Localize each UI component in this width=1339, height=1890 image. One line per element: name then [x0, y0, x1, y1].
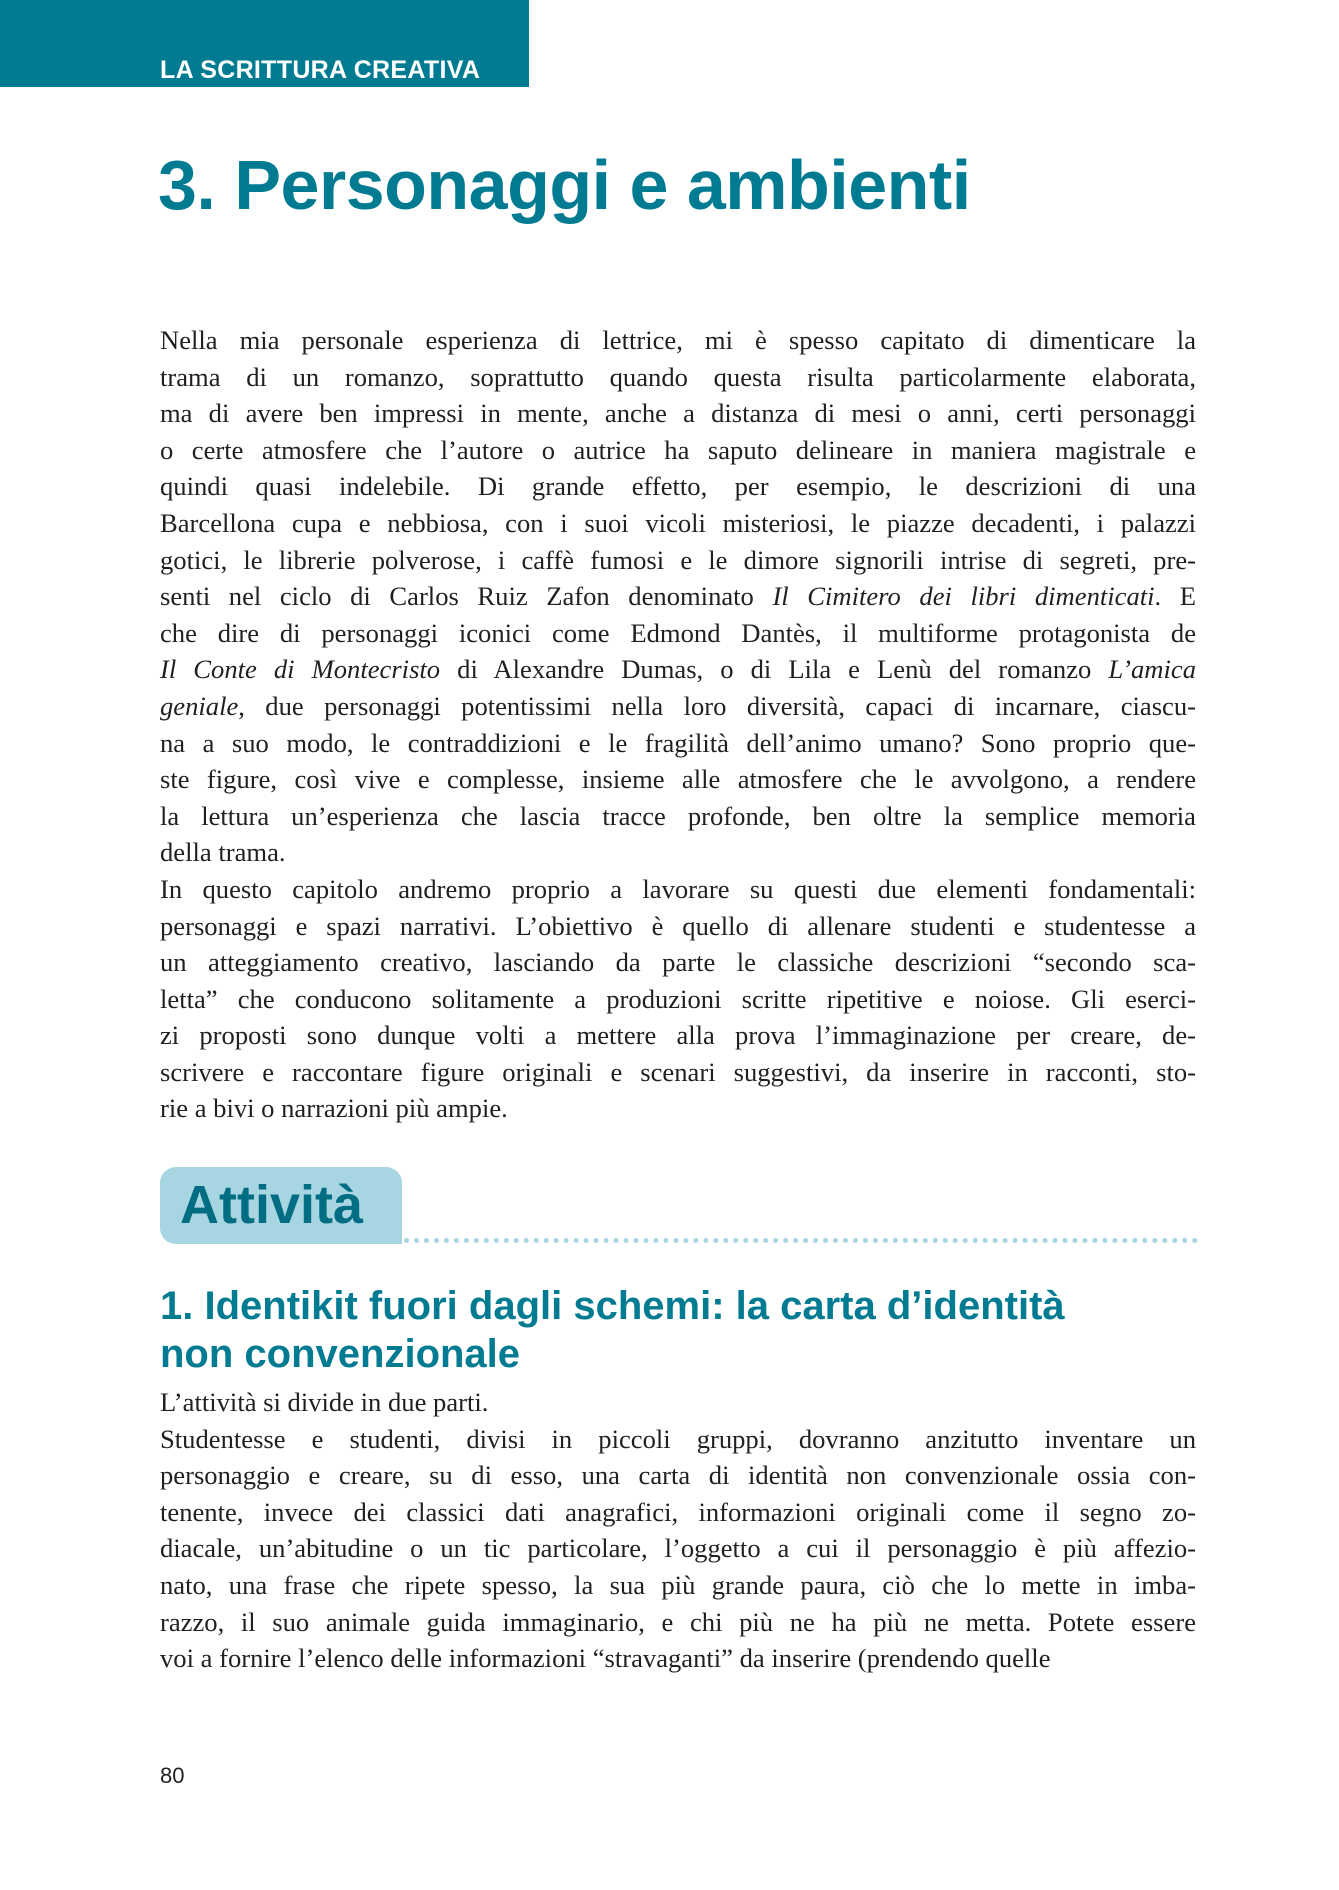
text-line: Nella mia personale esperienza di lettrice, mi è spesso capitato di dimenticare la — [160, 325, 1196, 355]
text-line: personaggio e creare, su di esso, una carta di identità non convenzionale ossia con- — [160, 1460, 1196, 1491]
running-header: LA SCRITTURA CREATIVA — [160, 56, 481, 84]
text-line: zi proposti sono dunque volti a mettere alla prova l’immaginazione per creare, de- — [160, 1020, 1196, 1051]
section-label: Attività — [180, 1175, 364, 1235]
text-line: letta” che conducono solitamente a produzioni scritte ripetitive e noiose. Gli eserci- — [160, 983, 1196, 1014]
text-line: ma di avere ben impressi in mente, anche a distanza di mesi o anni, certi personaggi — [160, 398, 1196, 429]
page-number: 80 — [160, 1763, 185, 1788]
text-line: la lettura un’esperienza che lascia tracce profonde, ben oltre la semplice memoria — [160, 800, 1196, 831]
text-line: trama di un romanzo, soprattutto quando questa risulta particolarmente elaborata, — [160, 361, 1196, 392]
text-line: Studentesse e studenti, divisi in piccoli gruppi, dovranno anzitutto inventare un — [160, 1423, 1196, 1454]
text-line: 1. Identikit fuori dagli schemi: la carta d’identità — [160, 1284, 1065, 1328]
text-line: quindi quasi indelebile. Di grande effetto, per esempio, le descrizioni di una — [160, 471, 1196, 502]
italic-title: L’amica — [1108, 654, 1196, 685]
text-line: voi a fornire l’elenco delle informazioni “stravaganti” da inserire (prendendo quelle — [160, 1643, 1051, 1674]
text-segment: di Alexandre Dumas, o di Lila e Lenù del romanzo — [440, 654, 1109, 685]
section-dotted-rule — [404, 1238, 1198, 1243]
text-line: scrivere e raccontare figure originali e scenari suggestivi, da inserire in racconti, sto- — [160, 1056, 1196, 1087]
activity-title — [160, 1282, 1200, 1378]
text-line: che dire di personaggi iconici come Edmond Dantès, il multiforme protagonista de — [160, 617, 1196, 648]
intro-paragraph-1 — [160, 322, 1196, 871]
text-line: razzo, il suo animale guida immaginario, e chi più ne ha più ne metta. Potete essere — [160, 1606, 1196, 1637]
italic-title: geniale — [160, 690, 239, 721]
text-line: personaggi e spazi narrativi. L’obiettivo è quello di allenare studenti e studentesse a — [160, 910, 1196, 941]
text-line: ste figure, così vive e complesse, insieme alle atmosfere che le avvolgono, a rendere — [160, 764, 1196, 795]
text-line: della trama. — [160, 837, 286, 868]
text-line: o certe atmosfere che l’autore o autrice ha saputo delineare in maniera magistrale e — [160, 434, 1196, 465]
text-line: tenente, invece dei classici dati anagrafici, informazioni originali come il segno zo- — [160, 1496, 1196, 1527]
text-line — [160, 578, 1196, 615]
text-segment: . E — [1154, 581, 1197, 612]
text-line: nato, una frase che ripete spesso, la sua più grande paura, ciò che lo mette in imba- — [160, 1569, 1196, 1600]
italic-title: Il Conte di Montecristo — [160, 654, 441, 685]
text-segment: senti nel ciclo di Carlos Ruiz Zafon denominato — [160, 581, 773, 612]
text-line: L’attività si divide in due parti. — [160, 1387, 489, 1417]
text-line — [160, 651, 1196, 688]
text-line: In questo capitolo andremo proprio a lavorare su questi due elementi fondamentali: — [160, 873, 1196, 904]
activity-paragraph-1 — [160, 1384, 1196, 1421]
text-line: un atteggiamento creativo, lasciando da parte le classiche descrizioni “secondo sca- — [160, 947, 1196, 978]
text-segment: , due personaggi potentissimi nella loro diversità, capaci di incarnare, ciascu- — [238, 690, 1196, 721]
activity-paragraph-2 — [160, 1421, 1196, 1677]
activity-text — [160, 1384, 1196, 1677]
text-line: gotici, le librerie polverose, i caffè fumosi e le dimore signorili intrise di segreti, pre- — [160, 544, 1196, 575]
chapter-title: 3. Personaggi e ambienti — [158, 146, 971, 224]
text-line: rie a bivi o narrazioni più ampie. — [160, 1093, 508, 1124]
text-line: na a suo modo, le contraddizioni e le fragilità dell’animo umano? Sono proprio que- — [160, 727, 1196, 758]
text-line: non convenzionale — [160, 1332, 521, 1376]
text-line: diacale, un’abitudine o un tic particolare, l’oggetto a cui il personaggio è più affezio- — [160, 1533, 1196, 1564]
intro-text — [160, 322, 1196, 1127]
text-line: Barcellona cupa e nebbiosa, con i suoi vicoli misteriosi, le piazze decadenti, i palazzi — [160, 507, 1196, 538]
intro-paragraph-2 — [160, 871, 1196, 1127]
text-line — [160, 688, 1196, 725]
italic-title: Il Cimitero dei libri dimenticati — [772, 581, 1155, 612]
